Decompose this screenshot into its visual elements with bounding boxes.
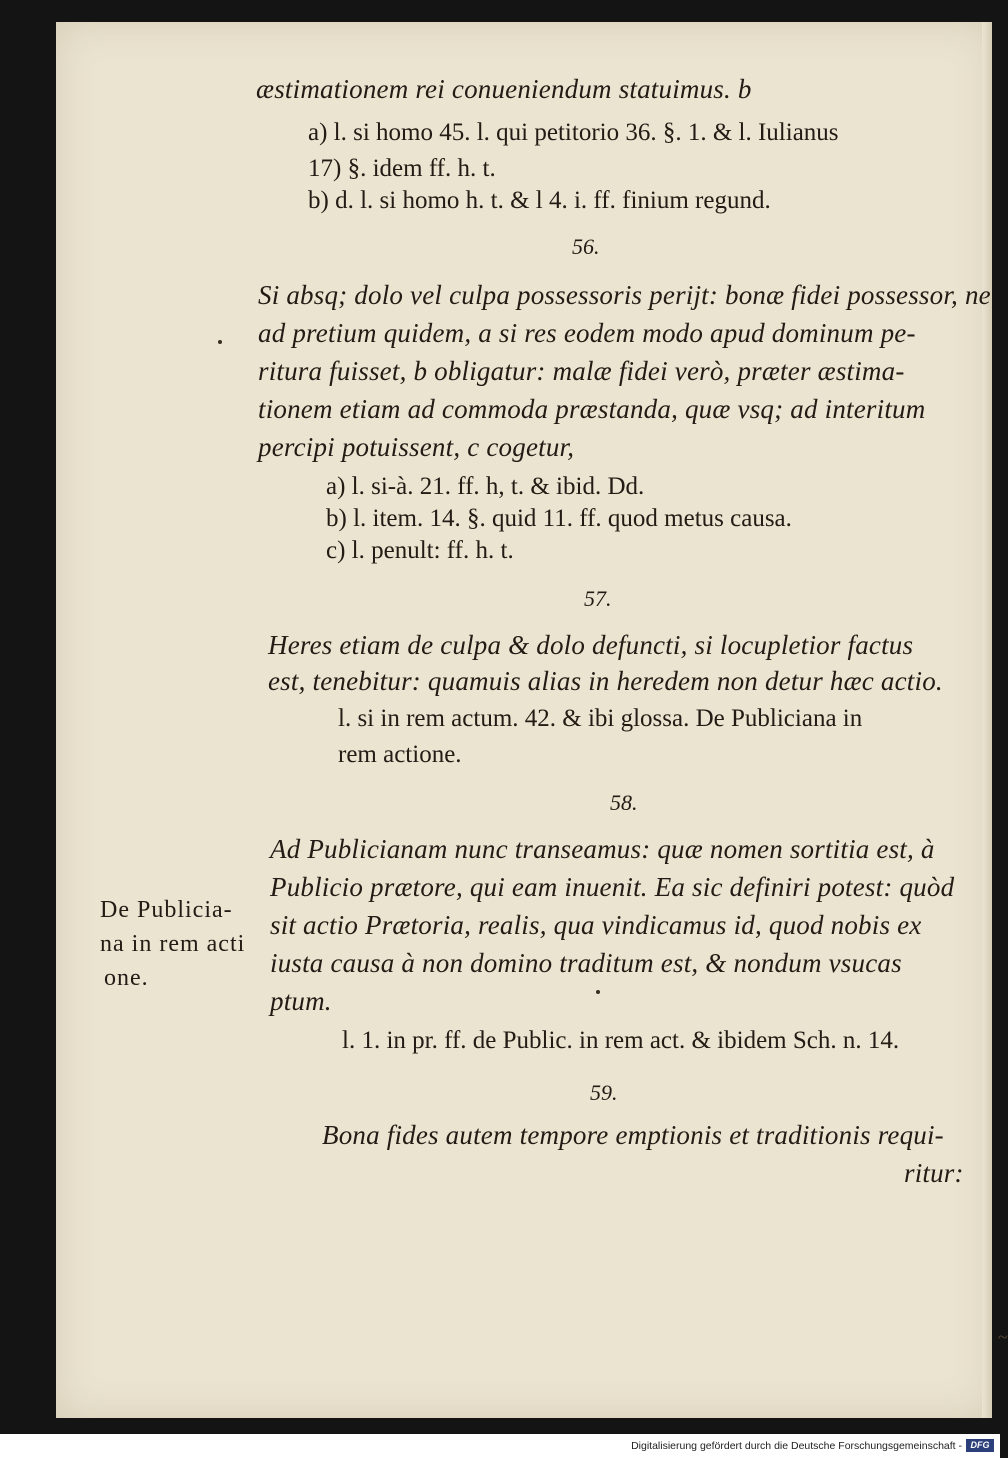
text-line: Bona fides autem tempore emptionis et traditionis requi-	[322, 1120, 944, 1150]
text-line: est, tenebitur: quamuis alias in heredem non detur hæc actio.	[268, 666, 943, 696]
footnote-line: a) l. si homo 45. l. qui petitorio 36. §. 1. & l. Iulianus	[308, 119, 839, 146]
footer-bar	[0, 1434, 1000, 1458]
margin-note-line: na in rem acti	[100, 931, 246, 957]
footnote-line: a) l. si-à. 21. ff. h, t. & ibid. Dd.	[326, 473, 645, 500]
section-number: 59.	[590, 1080, 618, 1105]
dfg-logo: DFG	[966, 1439, 994, 1452]
text-line: tionem etiam ad commoda præstanda, quæ vsq; ad interitum	[258, 394, 926, 424]
funding-notice: Digitalisierung gefördert durch die Deutsche Forschungsgemeinschaft -	[631, 1440, 962, 1452]
text-line: æstimationem rei conueniendum statuimus. b	[256, 74, 752, 104]
ink-speck	[218, 340, 222, 344]
page-signature-mark: ~	[998, 1327, 1008, 1347]
text-line: ritura fuisset, b obligatur: malæ fidei verò, præter æstima-	[258, 356, 905, 386]
footnote-line: rem actione.	[338, 741, 462, 768]
text-line: ad pretium quidem, a si res eodem modo apud dominum pe-	[258, 318, 916, 348]
margin-note-line: De Publicia-	[100, 897, 233, 923]
text-line: sit actio Prætoria, realis, qua vindicamus id, quod nobis ex	[270, 910, 922, 940]
section-number: 57.	[584, 586, 612, 611]
ink-speck	[596, 990, 600, 994]
footnote-line: b) l. item. 14. §. quid 11. ff. quod metus causa.	[326, 505, 792, 532]
section-number: 58.	[610, 790, 638, 815]
text-line: Si absq; dolo vel culpa possessoris perijt: bonæ fidei possessor, ne	[258, 280, 991, 310]
text-line: Heres etiam de culpa & dolo defuncti, si locupletior factus	[268, 630, 914, 660]
scanned-page	[56, 22, 1008, 1418]
text-line: ritur:	[904, 1158, 964, 1188]
text-line: percipi potuissent, c cogetur,	[258, 432, 575, 462]
footnote-line: 17) §. idem ff. h. t.	[308, 155, 496, 182]
footnote-line: l. 1. in pr. ff. de Public. in rem act. & ibidem Sch. n. 14.	[342, 1027, 900, 1054]
page-text	[56, 22, 992, 1418]
text-line: Ad Publicianam nunc transeamus: quæ nomen sortitia est, à	[270, 834, 935, 864]
text-line: iusta causa à non domino traditum est, & nondum vsucas	[270, 948, 902, 978]
text-line: ptum.	[270, 986, 332, 1016]
footnote-line: c) l. penult: ff. h. t.	[326, 537, 514, 564]
footnote-line: b) d. l. si homo h. t. & l 4. i. ff. finium regund.	[308, 187, 771, 214]
section-number: 56.	[572, 234, 600, 259]
footnote-line: l. si in rem actum. 42. & ibi glossa. De Publiciana in	[338, 705, 863, 732]
margin-note-line: one.	[104, 965, 149, 991]
text-line: Publicio prætore, qui eam inuenit. Ea sic definiri potest: quòd	[270, 872, 955, 902]
